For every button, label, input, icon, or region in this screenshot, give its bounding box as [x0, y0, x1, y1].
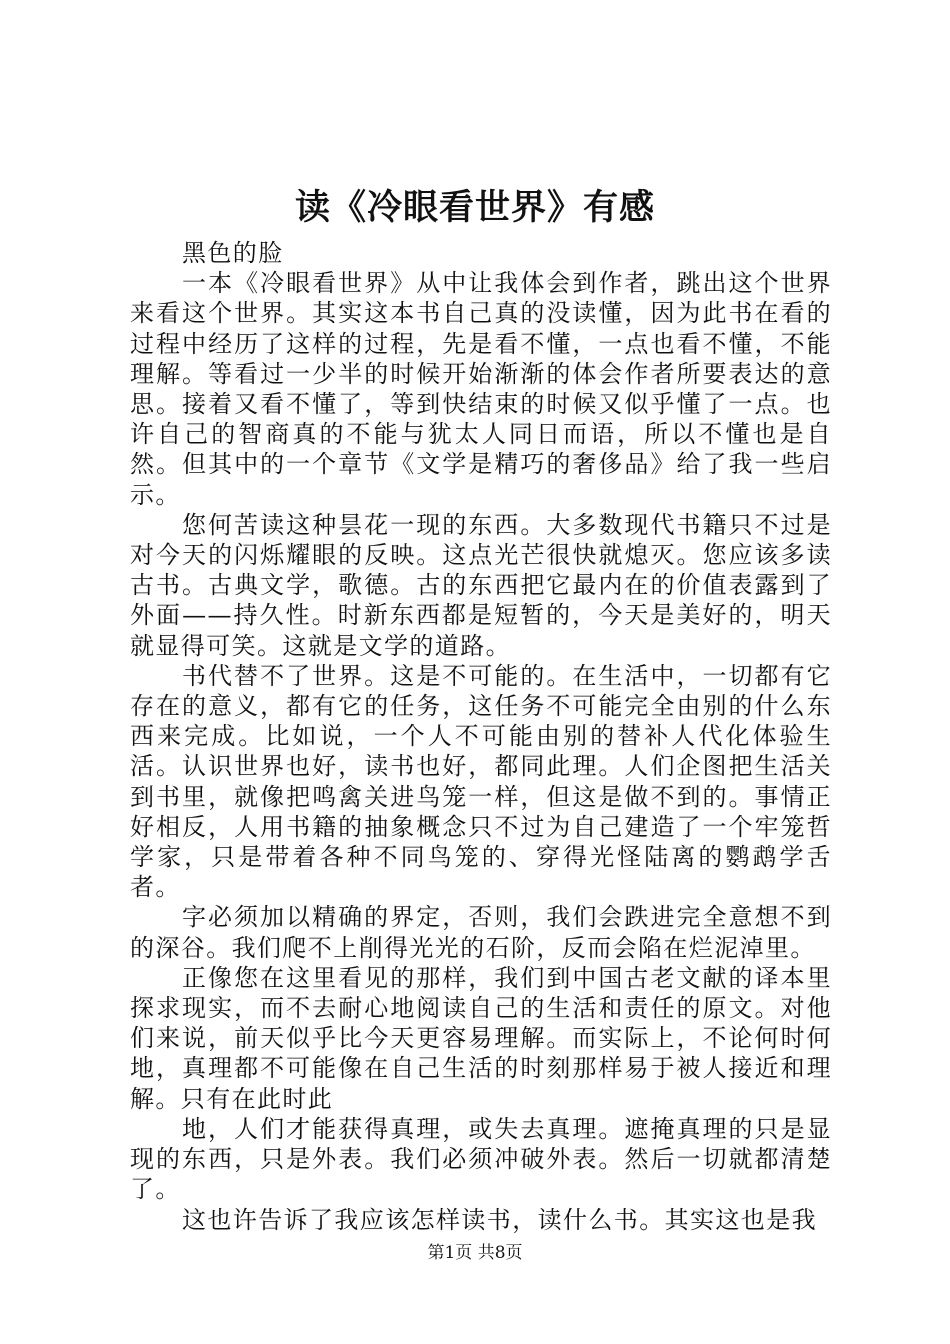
page-number-footer: 第1页 共8页 — [427, 1243, 523, 1263]
paragraph: 书代替不了世界。这是不可能的。在生活中，一切都有它存在的意义，都有它的任务，这任务不可能完全由别的什么东西来完成。比如说，一个人不可能由别的替补人代化体验生活。认识世界也好，读书也好，都同此理。人们企图把生活关到书里，就像把鸣禽关进鸟笼一样，但这是做不到的。事情正好相反，人用书籍的抽象概念只不过为自己建造了一个牢笼哲学家，只是带着各种不同鸟笼的、穿得光怪陆离的鹦鹉学舌者。 — [130, 661, 832, 902]
paragraph: 这也许告诉了我应该怎样读书，读什么书。其实这也是我 — [182, 1205, 817, 1234]
paragraph: 一本《冷眼看世界》从中让我体会到作者，跳出这个世界来看这个世界。其实这本书自己真的没读懂，因为此书在看的过程中经历了这样的过程，先是看不懂，一点也看不懂，不能理解。等看过一少半的时候开始渐渐的体会作者所要表达的意思。接着又看不懂了，等到快结束的时候又似乎懂了一点。也许自己的智商真的不能与犹太人同日而语，所以不懂也是自然。但其中的一个章节《文学是精巧的奢侈品》给了我一些启示。 — [130, 269, 832, 509]
paragraph: 字必须加以精确的界定，否则，我们会跌进完全意想不到的深谷。我们爬不上削得光光的石阶，反而会陷在烂泥淖里。 — [130, 903, 832, 962]
paragraph: 正像您在这里看见的那样，我们到中国古老文献的译本里探求现实，而不去耐心地阅读自己的生活和责任的原文。对他们来说，前天似乎比今天更容易理解。而实际上，不论何时何地，真理都不可能像在自己生活的时刻那样易于被人接近和理解。只有在此时此 — [130, 963, 832, 1113]
page-title: 读《冷眼看世界》有感 — [294, 187, 655, 228]
paragraph: 地，人们才能获得真理，或失去真理。遮掩真理的只是显现的东西，只是外表。我们必须冲破外表。然后一切就都清楚了。 — [130, 1114, 832, 1204]
paragraph-subtitle: 黑色的脸 — [182, 239, 284, 267]
paragraph: 您何苦读这种昙花一现的东西。大多数现代书籍只不过是对今天的闪烁耀眼的反映。这点光芒很快就熄灭。您应该多读古书。古典文学，歌德。古的东西把它最内在的价值表露到了外面——持久性。时新东西都是短暂的，今天是美好的，明天就显得可笑。这就是文学的道路。 — [130, 510, 832, 660]
body-text — [130, 238, 832, 1235]
